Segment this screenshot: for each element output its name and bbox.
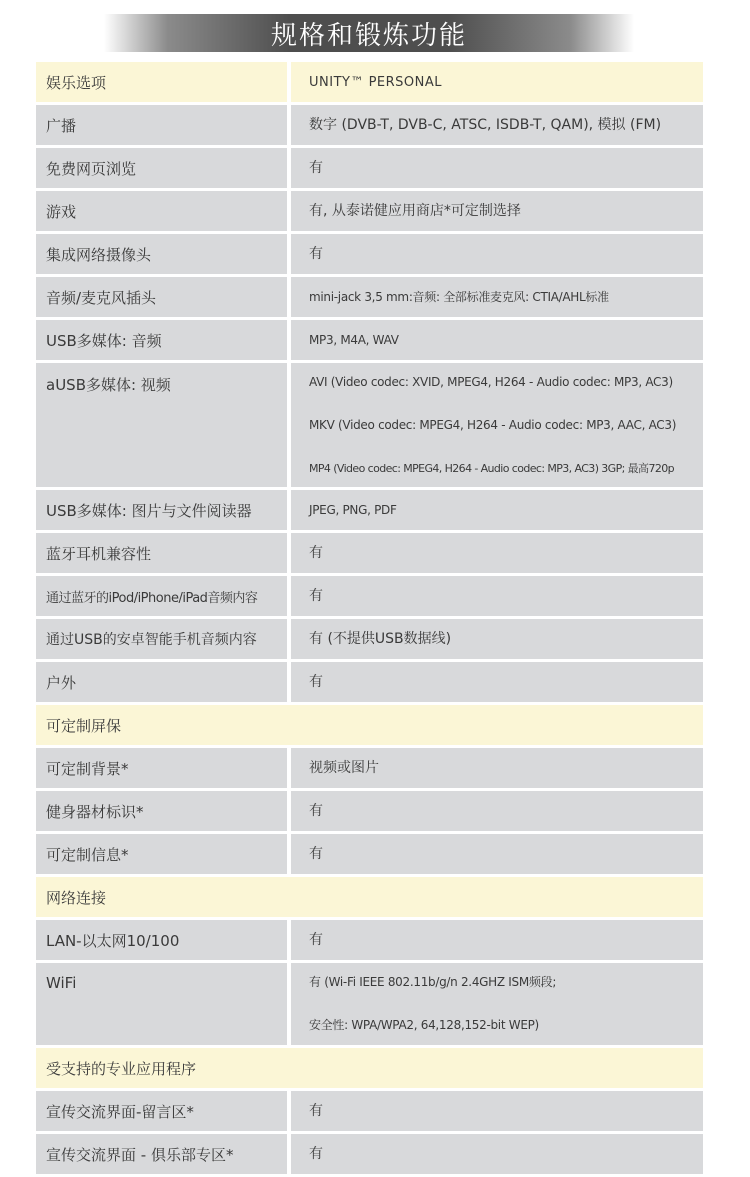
table-row: [36, 1091, 703, 1131]
row-value: 有: [291, 1091, 703, 1131]
row-value: 视频或图片: [291, 748, 703, 788]
table-row: [36, 662, 703, 702]
row-label: USB多媒体: 音频: [36, 320, 287, 360]
table-row: [36, 277, 703, 317]
row-label: 通过USB的安卓智能手机音频内容: [36, 619, 287, 659]
row-value: JPEG, PNG, PDF: [291, 490, 703, 530]
row-label: 健身器材标识*: [36, 791, 287, 831]
row-label: LAN-以太网10/100: [36, 920, 287, 960]
row-label: 宣传交流界面 - 俱乐部专区*: [36, 1134, 287, 1174]
row-label: 可定制背景*: [36, 748, 287, 788]
section-header-network: 网络连接: [36, 877, 703, 917]
table-row: [36, 576, 703, 616]
row-label: 蓝牙耳机兼容性: [36, 533, 287, 573]
table-row: [36, 533, 703, 573]
row-value: [291, 963, 703, 1045]
row-value: 数字 (DVB-T, DVB-C, ATSC, ISDB-T, QAM), 模拟 (FM): [291, 105, 703, 145]
table-row: [36, 490, 703, 530]
table-row: [36, 105, 703, 145]
table-row-wifi: [36, 963, 703, 1045]
row-label: 免费网页浏览: [36, 148, 287, 188]
section-header-screensaver: 可定制屏保: [36, 705, 703, 745]
row-value: 有: [291, 920, 703, 960]
header-value: UNITY™ PERSONAL: [291, 62, 703, 102]
header-label: 娱乐选项: [36, 62, 287, 102]
wifi-standard: 有 (Wi-Fi IEEE 802.11b/g/n 2.4GHZ ISM频段;: [309, 975, 557, 989]
row-value: 有: [291, 148, 703, 188]
wifi-security: 安全性: WPA/WPA2, 64,128,152-bit WEP): [309, 1018, 539, 1032]
row-label: 户外: [36, 662, 287, 702]
row-label: 可定制信息*: [36, 834, 287, 874]
row-value: 有: [291, 834, 703, 874]
video-format-mkv: MKV (Video codec: MPEG4, H264 - Audio codec: MP3, AAC, AC3): [309, 417, 677, 432]
table-row: [36, 619, 703, 659]
table-row: [36, 748, 703, 788]
row-label: WiFi: [36, 963, 287, 1045]
row-value: 有: [291, 791, 703, 831]
row-label: 宣传交流界面-留言区*: [36, 1091, 287, 1131]
table-row: [36, 834, 703, 874]
row-value: 有: [291, 1134, 703, 1174]
row-label: 音频/麦克风插头: [36, 277, 287, 317]
row-value: 有: [291, 533, 703, 573]
table-row: [36, 791, 703, 831]
row-value: 有 (不提供USB数据线): [291, 619, 703, 659]
row-label: 集成网络摄像头: [36, 234, 287, 274]
table-row: [36, 920, 703, 960]
table-row: [36, 320, 703, 360]
video-format-avi: AVI (Video codec: XVID, MPEG4, H264 - Audio codec: MP3, AC3): [309, 374, 673, 389]
table-row-video: [36, 363, 703, 487]
row-value: 有, 从泰诺健应用商店*可定制选择: [291, 191, 703, 231]
page-title: 规格和锻炼功能: [270, 20, 467, 51]
row-label: USB多媒体: 图片与文件阅读器: [36, 490, 287, 530]
spec-table: [36, 62, 703, 1177]
table-row: [36, 234, 703, 274]
row-value: [291, 363, 703, 487]
video-format-mp4: MP4 (Video codec: MPEG4, H264 - Audio codec: MP3, AC3) 3GP; 最高720p: [309, 461, 675, 475]
table-row: [36, 1134, 703, 1174]
table-row: [36, 148, 703, 188]
row-value: 有: [291, 576, 703, 616]
row-value: 有: [291, 662, 703, 702]
row-value: MP3, M4A, WAV: [291, 320, 703, 360]
row-label: 游戏: [36, 191, 287, 231]
section-header-apps: 受支持的专业应用程序: [36, 1048, 703, 1088]
row-label: 通过蓝牙的iPod/iPhone/iPad音频内容: [36, 576, 287, 616]
row-value: mini-jack 3,5 mm:音频: 全部标准麦克风: CTIA/AHL标准: [291, 277, 703, 317]
row-label: 广播: [36, 105, 287, 145]
title-banner: [104, 14, 634, 52]
table-row: [36, 191, 703, 231]
row-value: 有: [291, 234, 703, 274]
row-label: aUSB多媒体: 视频: [36, 363, 287, 487]
table-header-row: [36, 62, 703, 102]
